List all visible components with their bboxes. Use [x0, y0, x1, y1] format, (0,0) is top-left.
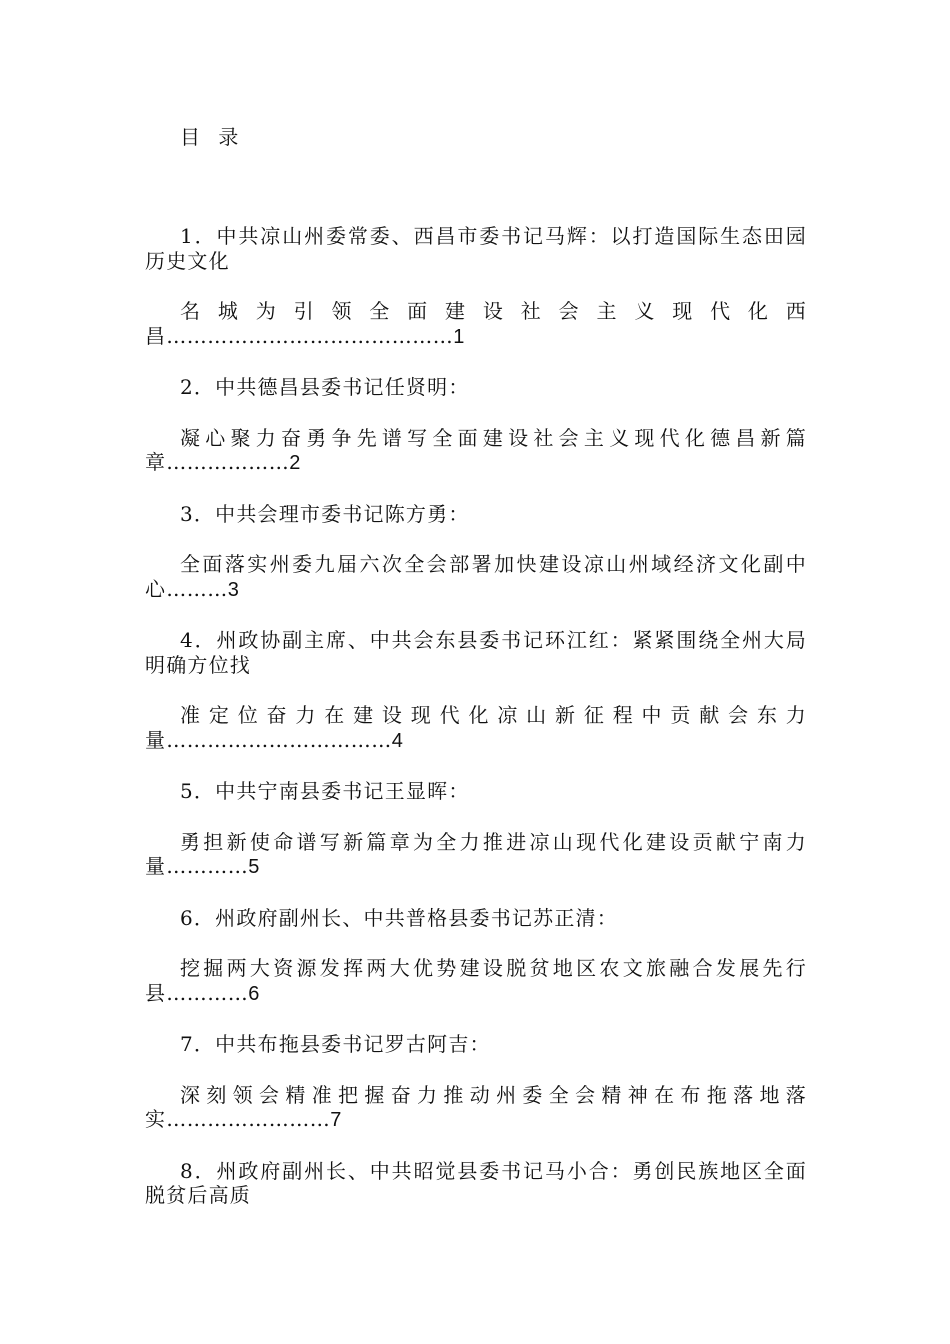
toc-entry-subtitle: [145, 552, 807, 602]
toc-title: 目 录: [180, 125, 245, 149]
toc-entry-heading: 6．州政府副州长、中共普格县委书记苏正清：: [180, 905, 618, 930]
toc-entry[interactable]: [145, 224, 807, 375]
toc-entry[interactable]: [145, 502, 807, 629]
toc-page-number: 5: [248, 856, 261, 878]
toc-entry[interactable]: [145, 1032, 807, 1159]
toc-entry[interactable]: [145, 779, 807, 906]
toc-entry[interactable]: [145, 1159, 807, 1208]
toc-leader-dots: ………………: [166, 450, 290, 474]
toc-entry-subtitle: [145, 703, 807, 753]
toc-leader-dots: ……………………: [166, 1107, 331, 1131]
toc-entry-subtitle: [145, 830, 807, 880]
toc-entry-heading: 5．中共宁南县委书记王显晖：: [180, 779, 470, 803]
toc-page-number: 6: [248, 982, 261, 1005]
toc-leader-dots: …………: [166, 854, 249, 878]
document-page: [145, 0, 807, 1344]
toc-entry-subtitle-text: 准定位奋力在建设现代化凉山新征程中贡献会东力量: [145, 703, 807, 752]
toc-page-number: 3: [227, 578, 241, 601]
toc-page-number: 7: [330, 1109, 343, 1131]
toc-leader-dots: …………: [166, 980, 249, 1005]
toc-entry-subtitle: [145, 299, 807, 349]
toc-page-number: 2: [289, 452, 302, 474]
toc-entry-subtitle-text: 挖掘两大资源发挥两大优势建设脱贫地区农文旅融合发展先行县: [145, 956, 807, 1005]
toc-entry-subtitle: [145, 1083, 807, 1133]
toc-entry-subtitle-text: 深刻领会精准把握奋力推动州委全会精神在布拖落地落实: [145, 1082, 807, 1131]
toc-entry-heading: 4．州政协副主席、中共会东县委书记环江红：紧紧围绕全州大局明确方位找: [145, 628, 807, 677]
toc-entry-subtitle: [145, 426, 807, 476]
toc-leader-dots: ……………………………………: [166, 323, 454, 348]
toc-entry-subtitle-text: 名城为引领全面建设社会主义现代化西昌: [145, 299, 807, 348]
toc-entry-heading: 1．中共凉山州委常委、西昌市委书记马辉：以打造国际生态田园历史文化: [145, 224, 807, 273]
toc-entry-heading: 2．中共德昌县委书记任贤明：: [180, 375, 470, 399]
toc-entry-subtitle-text: 全面落实州委九届六次全会部署加快建设凉山州域经济文化副中心: [145, 552, 807, 601]
toc-entry-subtitle-text: 凝心聚力奋勇争先谱写全面建设社会主义现代化德昌新篇章: [145, 425, 807, 474]
toc-entry-subtitle-text: 勇担新使命谱写新篇章为全力推进凉山现代化建设贡献宁南力量: [145, 829, 807, 878]
toc-list: [145, 224, 807, 1208]
toc-entry-heading: 7．中共布拖县委书记罗古阿吉：: [180, 1032, 491, 1056]
toc-entry[interactable]: [145, 375, 807, 502]
toc-entry[interactable]: [145, 906, 807, 1033]
toc-leader-dots: ……………………………: [166, 727, 392, 752]
toc-entry-subtitle: [145, 956, 807, 1006]
toc-page-number: 1: [453, 325, 466, 348]
toc-page-number: 4: [391, 729, 405, 752]
toc-entry-heading: 8．州政府副州长、中共昭觉县委书记马小合：勇创民族地区全面脱贫后高质: [145, 1158, 807, 1207]
toc-entry-heading: 3．中共会理市委书记陈方勇：: [180, 501, 470, 526]
toc-leader-dots: ………: [166, 576, 228, 601]
toc-entry[interactable]: [145, 628, 807, 779]
